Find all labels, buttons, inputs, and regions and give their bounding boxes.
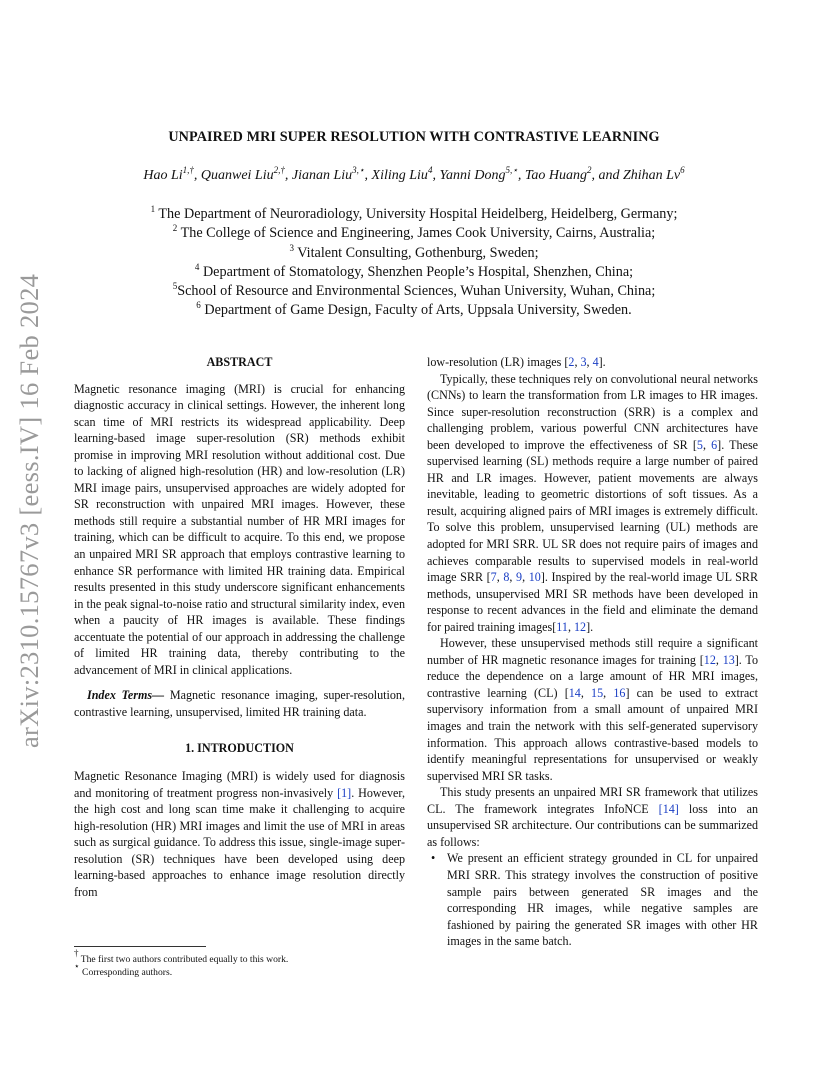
paragraph: Typically, these techniques rely on convolutional neural networks (CNNs) to learn the transformation from LR images to HR images. Since super-resolution reconstruction (SRR) is a complex and challenging problem, various powerful CNN architectures have been developed to improve the effectiveness of SR [5, 6]. These supervised learning (SL) methods require a large number of paired HR and LR images. However, patient movements are always inevitable, leading to geometric distortions of soft tissues. As a result, acquiring aligned pairs of MRI images is extremely difficult. To solve this problem, unsupervised learning (UL) methods are adopted for MRI SRR. UL SR does not require pairs of images and achieves comparable results to supervised models in real-world image SRR [7, 8, 9, 10]. Inspired by the real-world image UL SRR methods, unsupervised MRI SR methods have been developed in response to recent advances in the field and eliminate the demand for paired training images[11, 12]. xyxy=(427,371,759,634)
citation-link[interactable]: [14] xyxy=(658,801,679,816)
bullet-icon: • xyxy=(431,851,436,866)
affiliation: $^1$ The Department of Neuroradiology, University Hospital Heidelberg, Heidelberg, Germany; xyxy=(150,204,678,222)
footnote-rule xyxy=(74,946,206,947)
affiliation: $^4$ Department of Stomatology, Shenzhen People’s Hospital, Shenzhen, China; xyxy=(194,261,634,280)
author: Quanwei Liu$^{2,\dagger}$, xyxy=(200,165,292,183)
author: Tao Huang$^2$, and xyxy=(524,165,623,183)
paragraph: This study presents an unpaired MRI SR framework that utilizes CL. The framework integrates InfoNCE [14] loss into an unsupervised SR architecture. Our contributions can be summarized as follows: xyxy=(427,785,758,849)
paper-title: UNPAIRED MRI SUPER RESOLUTION WITH CONTRASTIVE LEARNING xyxy=(168,129,660,145)
paragraph: However, these unsupervised methods still require a significant number of HR magnetic resonance images for training [12, 13]. To reduce the dependence on a large amount of HR MRI images, contrastive learning (CL) [14, 15, 16] can be used to extract supervisory information from a small amount of unpaired MRI images and train the network with this self-generated supervisory information. This approach allows contrastive-based models to identify meaningful representations for unsupervised or weakly supervised MRI SR tasks. xyxy=(427,636,759,783)
affiliation: $^5$School of Resource and Environmental Sciences, Wuhan University, Wuhan, China; xyxy=(172,281,656,300)
citation-link[interactable]: 9 xyxy=(516,570,523,585)
citation-link[interactable]: 11 xyxy=(556,619,568,634)
author-list xyxy=(0,165,828,184)
contribution-list xyxy=(427,850,758,949)
affiliation-list xyxy=(0,205,828,321)
citation-link[interactable]: 16 xyxy=(613,685,626,700)
citation-link[interactable]: [1] xyxy=(337,785,352,800)
citation-link[interactable]: 4 xyxy=(592,355,599,369)
citation-link[interactable]: 12 xyxy=(703,652,716,667)
author: Zhihan Lv$^6$ xyxy=(622,165,685,183)
abstract-heading: ABSTRACT xyxy=(206,355,273,369)
author: Jianan Liu$^{3,⋆}$, xyxy=(291,165,372,183)
citation-link[interactable]: 2 xyxy=(568,355,575,369)
intro-paragraph: Magnetic Resonance Imaging (MRI) is widely used for diagnosis and monitoring of treatment progress non-invasively [1]. However, the high cost and long scan time make it challenging to acquire high-resolution (HR) MRI images and limit the use of MRI in areas such as surgical guidance. To address this issue, single-image super-resolution (SR) techniques have been developed using deep learning-based approaches to enhance image resolution directly from xyxy=(74,769,405,899)
affiliation: $^6$ Department of Game Design, Faculty of Arts, Uppsala University, Sweden. xyxy=(196,300,632,319)
index-terms: Index Terms— Magnetic resonance imaging, super-resolution, contrastive learning, unsupervised, limited HR training data. xyxy=(74,688,405,719)
citation-link[interactable]: 10 xyxy=(528,570,541,585)
citation-link[interactable]: 5 xyxy=(696,437,703,452)
paragraph: low-resolution (LR) images [2, 3, 4]. xyxy=(427,355,606,369)
arxiv-side-stamp: arXiv:2310.15767v3 [eess.IV] 16 Feb 2024 xyxy=(14,273,44,748)
list-item: • We present an efficient strategy grounded in CL for unpaired MRI SRR. This strategy involves the construction of positive sample pairs between generated SR images and the corresponding HR images, while negative samples are fashioned by pairing the generated SR images with other HR images in the same batch. xyxy=(431,851,758,949)
intro-heading: 1. INTRODUCTION xyxy=(185,741,294,756)
footnote: ⋆ Corresponding authors. xyxy=(74,961,173,978)
citation-link[interactable]: 12 xyxy=(574,619,587,634)
abstract-text: Magnetic resonance imaging (MRI) is crucial for enhancing diagnostic accuracy in clinical settings. However, the inherent long scan time of MRI restricts its widespread applicability. Deep learning-based image super-resolution (SR) methods exhibit promise in improving MRI resolution without additional cost. Due to lacking of aligned high-resolution (HR) and low-resolution (LR) MRI image pairs, unsupervised approaches are widely adopted for SR reconstruction with unpaired MRI images. However, these methods still require a substantial number of HR MRI images for training, which can be difficult to acquire. To this end, we propose an unpaired MRI SR approach that employs contrastive learning to enhance SR performance with limited HR training data. Empirical results presented in this study underscore significant enhancements in the peak signal-to-noise ratio and structural similarity index, even when a paucity of HR images is available. These findings accentuate the potential of our approach in addressing the challenge of limited HR training data, thereby contributing to the advancement of MRI in clinical applications. xyxy=(74,381,405,677)
affiliation: $^2$ The College of Science and Engineering, James Cook University, Cairns, Australia; xyxy=(172,223,656,242)
author: Hao $Li^{1,\dagger}$, xyxy=(143,165,201,183)
citation-link[interactable]: 13 xyxy=(722,652,735,667)
right-column xyxy=(427,354,758,950)
citation-link[interactable]: 6 xyxy=(711,437,718,452)
citation-link[interactable]: 7 xyxy=(490,570,497,585)
citation-link[interactable]: 15 xyxy=(591,685,604,700)
citation-link[interactable]: 3 xyxy=(580,355,587,369)
affiliation: $^3$ Vitalent Consulting, Gothenburg, Sweden; xyxy=(289,242,539,261)
author: Xiling Liu$^4$, xyxy=(371,165,440,183)
author: Yanni Dong$^{5,⋆}$, xyxy=(439,165,525,183)
citation-link[interactable]: 8 xyxy=(503,570,510,585)
left-column xyxy=(74,354,405,900)
citation-link[interactable]: 14 xyxy=(568,685,581,700)
footnote: † The first two authors contributed equally to this work. xyxy=(74,948,289,965)
